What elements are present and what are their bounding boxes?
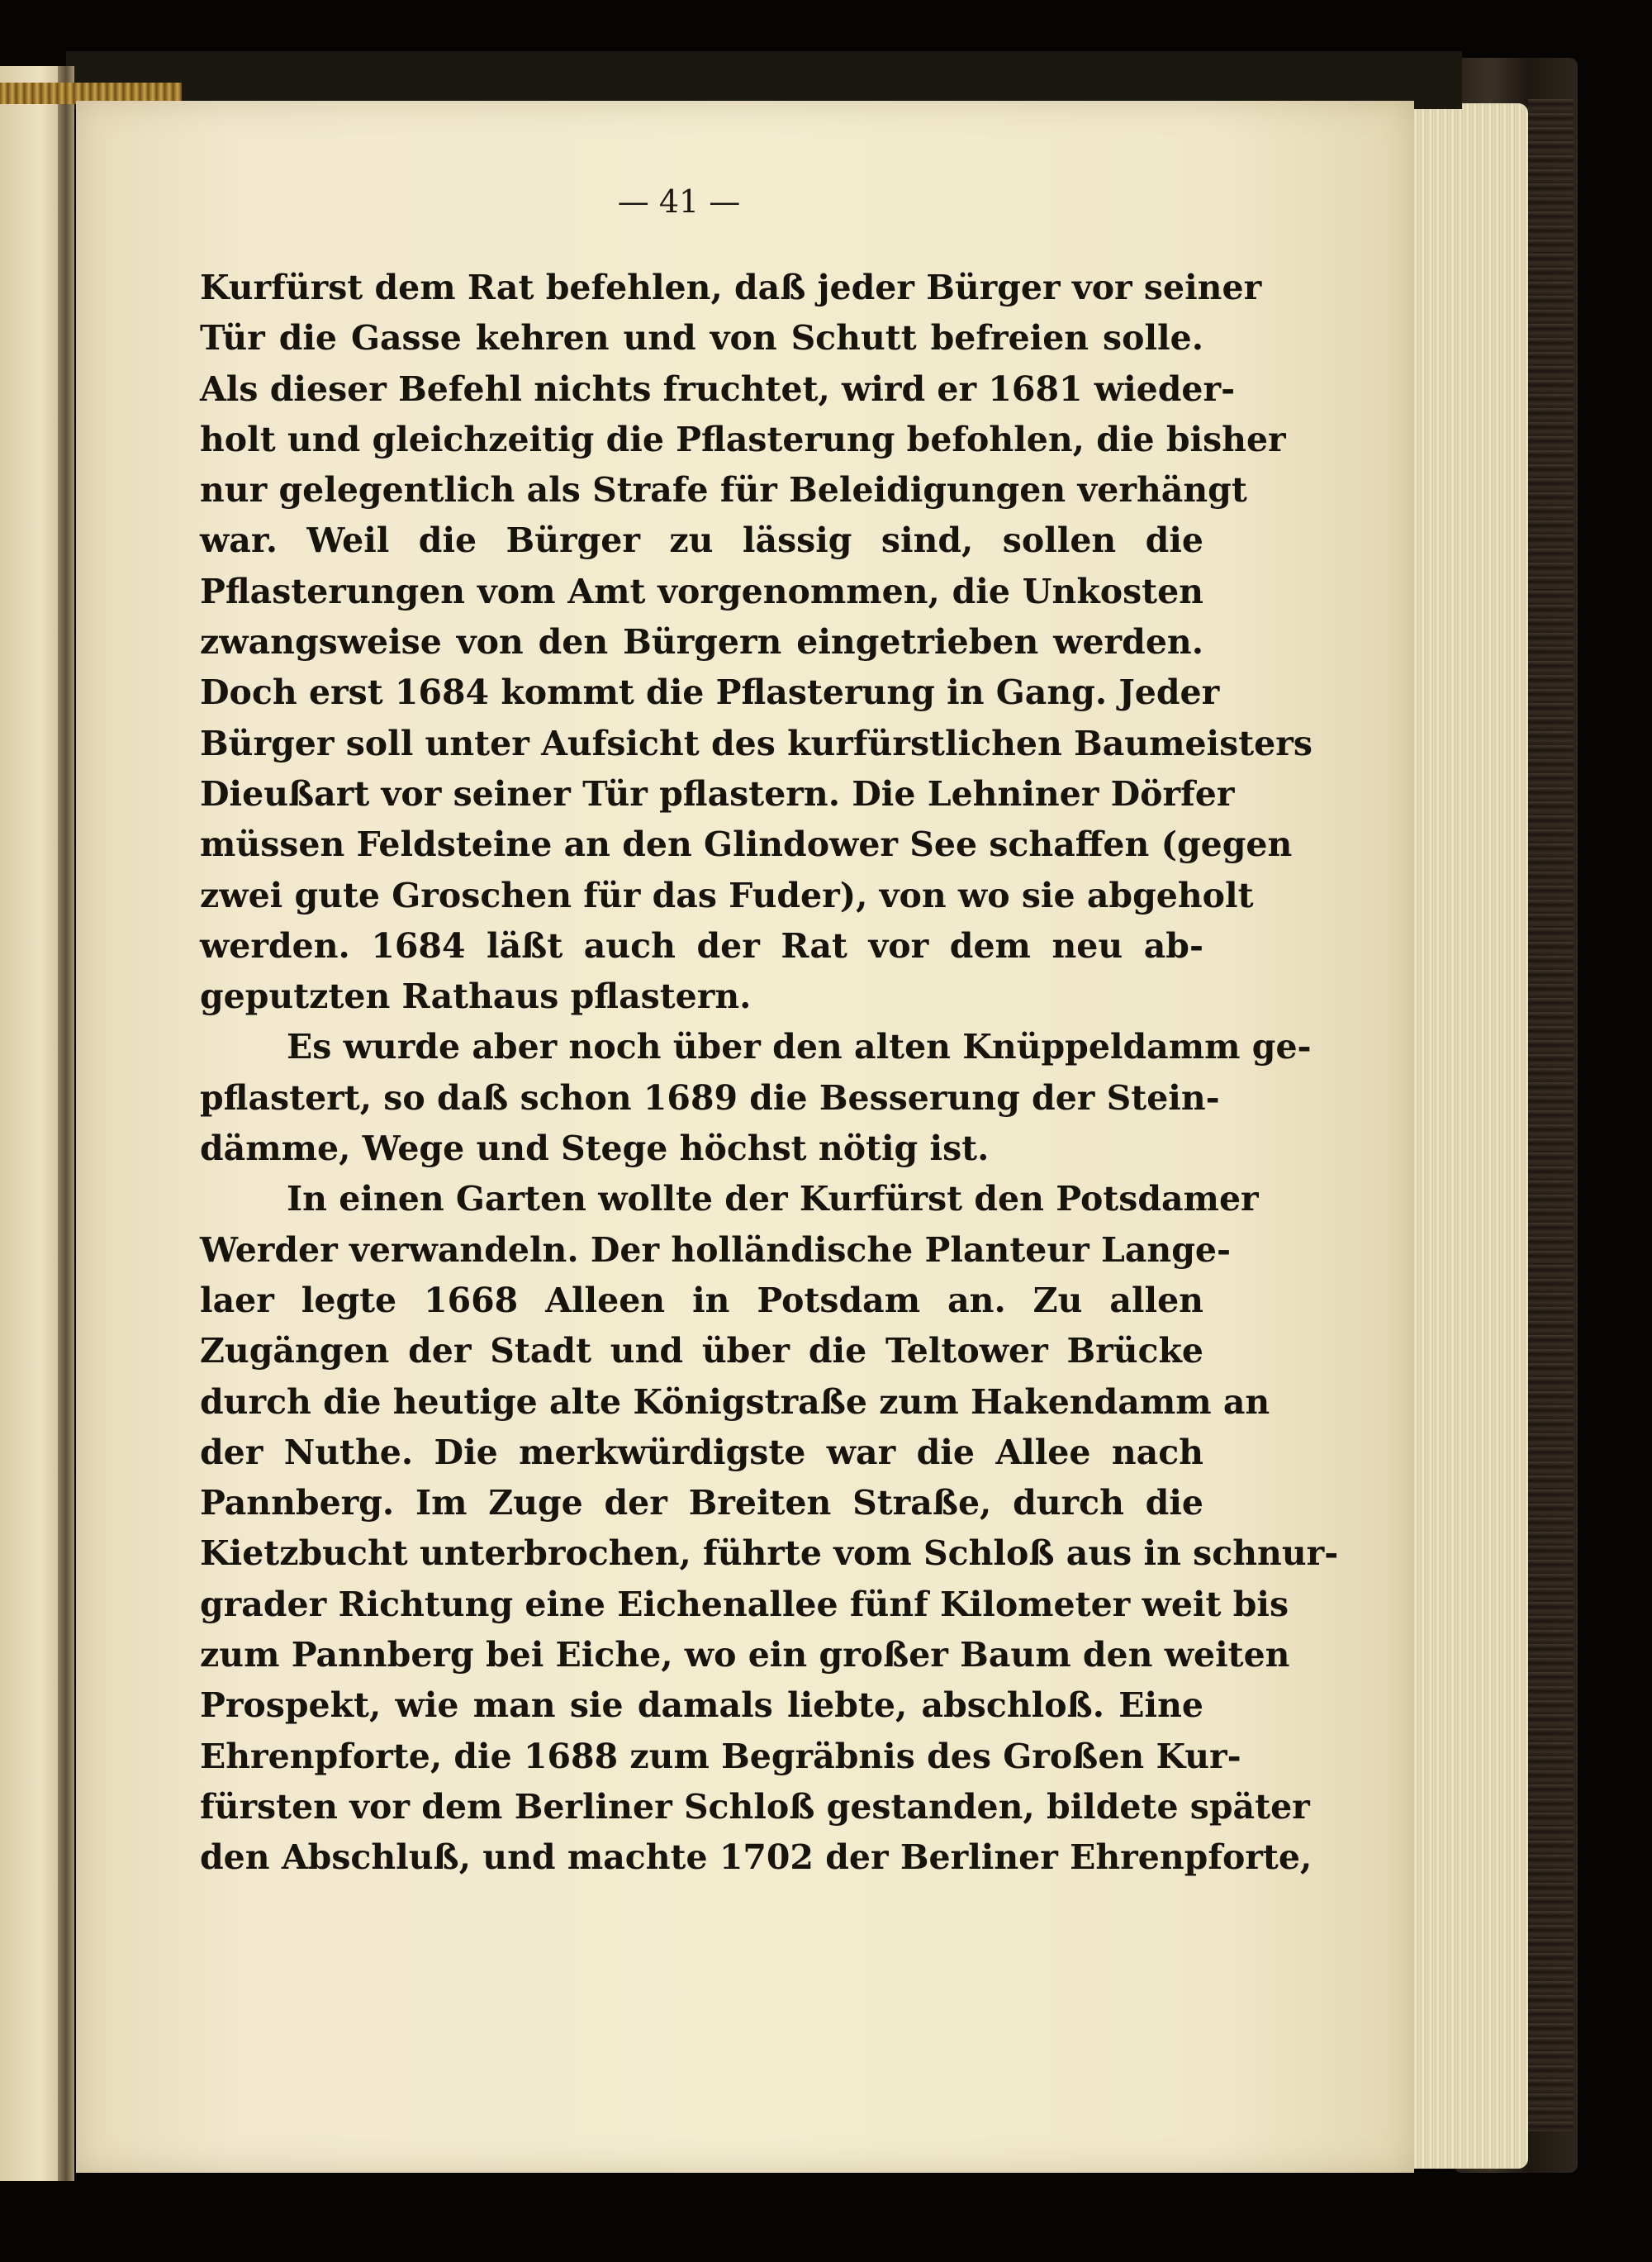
text-line: fürsten vor dem Berliner Schloß gestanden, bildete später <box>200 1786 1310 1827</box>
text-line: pflastert, so daß schon 1689 die Besserung der Stein- <box>200 1077 1220 1118</box>
text-line: In einen Garten wollte der Kurfürst den Potsdamer <box>287 1179 1259 1219</box>
page-edges <box>1396 103 1528 2169</box>
text-line: Doch erst 1684 kommt die Pflasterung in Gang. Jeder <box>200 672 1220 713</box>
text-line: laer legte 1668 Alleen in Potsdam an. Zu allen <box>200 1280 1203 1320</box>
text-line: Tür die Gasse kehren und von Schutt befreien solle. <box>200 318 1203 359</box>
text-line: Prospekt, wie man sie damals liebte, abschloß. Eine <box>200 1685 1203 1726</box>
text-line: Als dieser Befehl nichts fruchtet, wird er 1681 wieder- <box>200 368 1236 409</box>
page-number: — 41 — <box>617 183 741 220</box>
text-line: Kurfürst dem Rat befehlen, daß jeder Bürger vor seiner <box>200 268 1262 307</box>
left-page-edge <box>0 66 66 2181</box>
text-line: Werder verwandeln. Der holländische Planteur Lange- <box>200 1229 1231 1270</box>
text-line: den Abschluß, und machte 1702 der Berliner Ehrenpforte, <box>200 1837 1313 1878</box>
gutter <box>58 66 74 2181</box>
text-line: zwei gute Groschen für das Fuder), von wo sie abgeholt <box>200 875 1254 915</box>
text-line: Pannberg. Im Zuge der Breiten Straße, durch die <box>200 1483 1203 1523</box>
text-line: müssen Feldsteine an den Glindower See schaffen (gegen <box>200 824 1293 865</box>
text-line: Dieußart vor seiner Tür pflastern. Die Lehniner Dörfer <box>200 773 1235 814</box>
text-line: war. Weil die Bürger zu lässig sind, sollen die <box>200 520 1203 561</box>
text-line: nur gelegentlich als Strafe für Beleidigungen verhängt <box>200 470 1247 511</box>
text-block <box>200 263 1339 1884</box>
text-line: geputzten Rathaus pflastern. <box>200 977 752 1017</box>
text-line: Kietzbucht unterbrochen, führte vom Schloß aus in schnur- <box>200 1533 1339 1574</box>
text-line: Es wurde aber noch über den alten Knüppeldamm ge- <box>287 1027 1312 1067</box>
text-line: zum Pannberg bei Eiche, wo ein großer Baum den weiten <box>200 1635 1290 1675</box>
text-line: zwangsweise von den Bürgern eingetrieben werden. <box>200 622 1203 663</box>
text-line: dämme, Wege und Stege höchst nötig ist. <box>200 1129 990 1169</box>
text-line: grader Richtung eine Eichenallee fünf Kilometer weit bis <box>200 1584 1289 1624</box>
text-line: der Nuthe. Die merkwürdigste war die Allee nach <box>200 1432 1203 1472</box>
text-line: holt und gleichzeitig die Pflasterung befohlen, die bisher <box>200 419 1286 459</box>
text-line: Bürger soll unter Aufsicht des kurfürstlichen Baumeisters <box>200 723 1313 763</box>
book-page <box>76 101 1414 2173</box>
text-line: durch die heutige alte Königstraße zum Hakendamm an <box>200 1381 1270 1422</box>
text-line: werden. 1684 läßt auch der Rat vor dem neu ab- <box>200 925 1203 966</box>
text-line: Pflasterungen vom Amt vorgenommen, die Unkosten <box>200 571 1203 611</box>
text-line: Zugängen der Stadt und über die Teltower Brücke <box>200 1331 1203 1371</box>
text-line: Ehrenpforte, die 1688 zum Begräbnis des Großen Kur- <box>200 1736 1241 1776</box>
cover-texture <box>1528 99 1574 2131</box>
